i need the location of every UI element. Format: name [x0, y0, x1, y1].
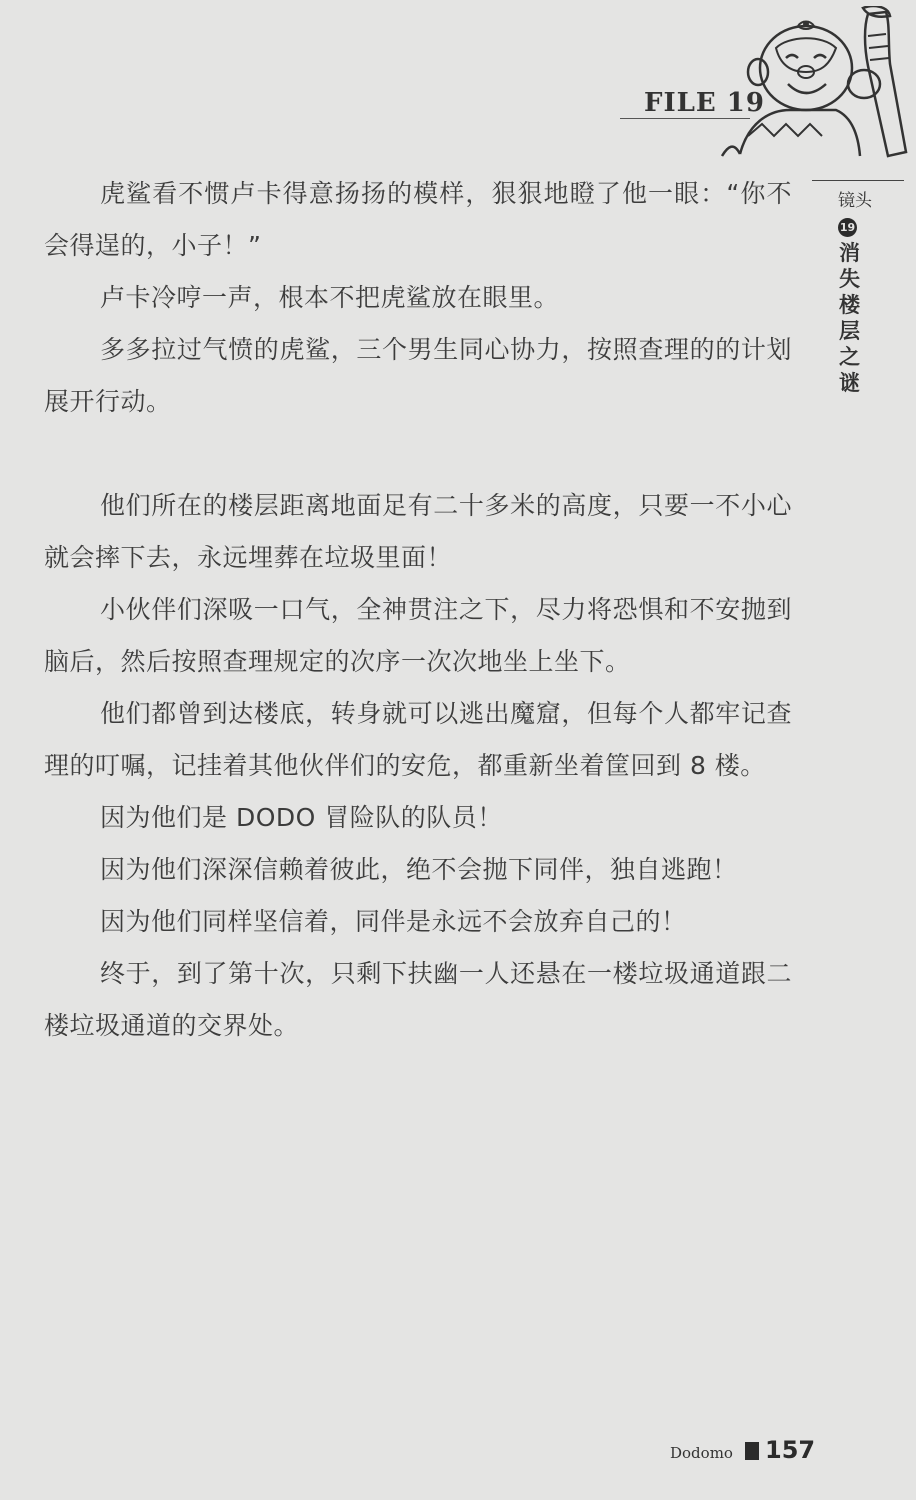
page-number: 157	[765, 1436, 816, 1464]
paragraph: 小伙伴们深吸一口气，全神贯注之下，尽力将恐惧和不安抛到脑后，然后按照查理规定的次序一次次地坐上坐下。	[44, 595, 792, 676]
paragraph: 多多拉过气愤的虎鲨，三个男生同心协力，按照查理的的计划展开行动。	[44, 335, 792, 416]
file-label: FILE 19	[644, 88, 765, 118]
paragraph: 因为他们同样坚信着，同伴是永远不会放弃自己的！	[100, 907, 687, 936]
section-gap	[44, 428, 792, 480]
paragraph: 虎鲨看不惯卢卡得意扬扬的模样，狠狠地瞪了他一眼：“你不会得逞的，小子！”	[44, 179, 792, 260]
side-label: 镜头	[838, 191, 872, 211]
chapter-number-badge: 19	[838, 218, 857, 237]
paragraph: 因为他们深深信赖着彼此，绝不会抛下同伴，独自逃跑！	[100, 855, 738, 884]
paragraph: 他们都曾到达楼底，转身就可以逃出魔窟，但每个人都牢记查理的叮嘱，记挂着其他伙伴们的安危，都重新坐着筐回到 8 楼。	[44, 699, 792, 780]
monkey-mascot-illustration	[718, 6, 914, 166]
paragraph: 他们所在的楼层距离地面足有二十多米的高度，只要一不小心就会摔下去，永远埋葬在垃圾里面！	[44, 491, 792, 572]
chapter-title-vertical: 消失楼层之谜	[839, 240, 860, 395]
paragraph: 因为他们是 DODO 冒险队的队员！	[100, 803, 503, 832]
paragraph: 卢卡冷哼一声，根本不把虎鲨放在眼里。	[100, 283, 560, 312]
body-text	[44, 168, 792, 1052]
footer-brand-mark	[745, 1442, 759, 1460]
side-rule	[812, 180, 904, 181]
footer-brand: Dodomo	[670, 1444, 733, 1462]
paragraph: 终于，到了第十次，只剩下扶幽一人还悬在一楼垃圾通道跟二楼垃圾通道的交界处。	[44, 959, 792, 1040]
